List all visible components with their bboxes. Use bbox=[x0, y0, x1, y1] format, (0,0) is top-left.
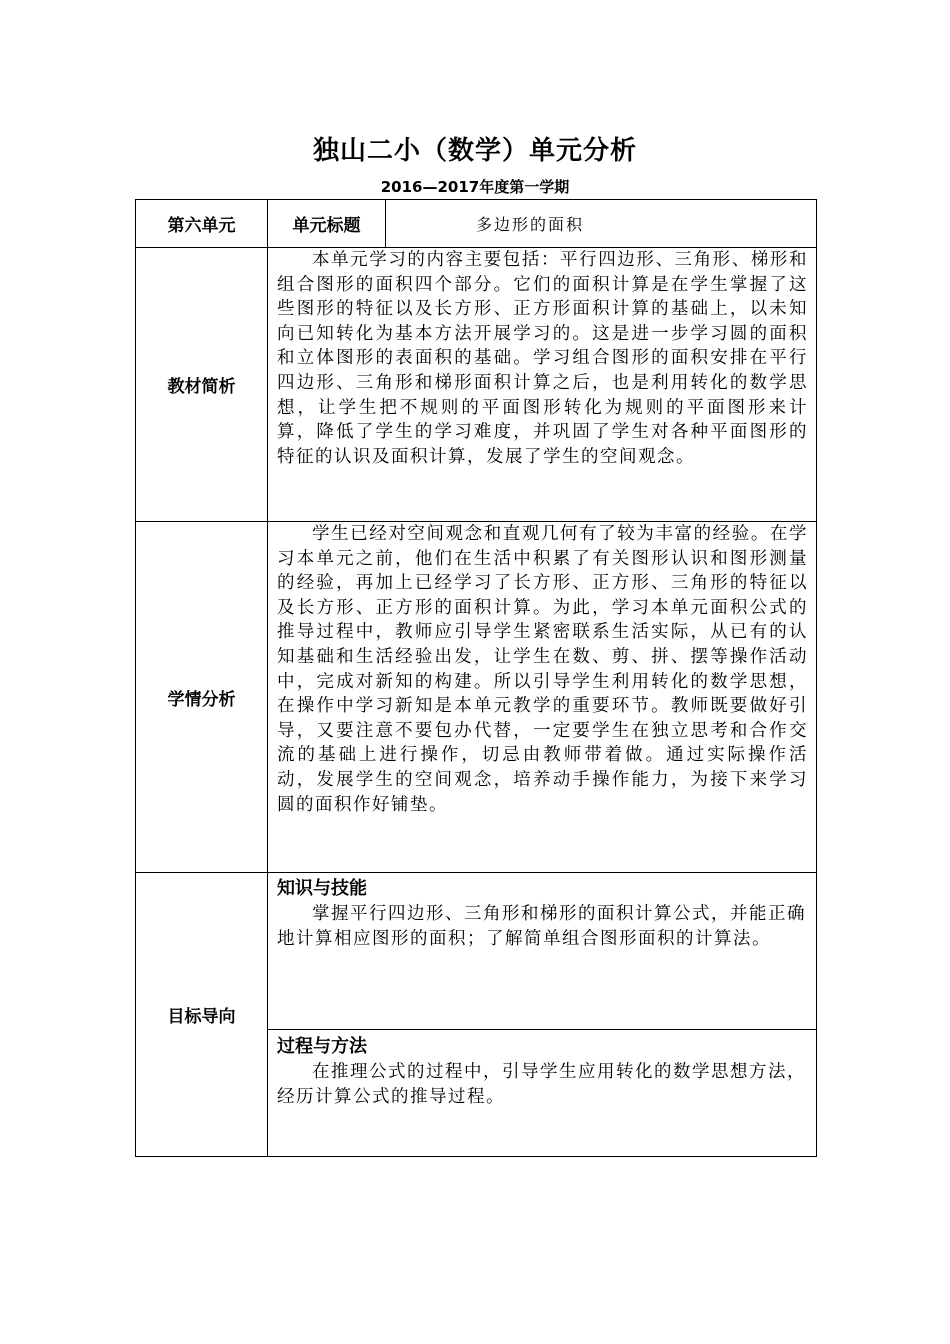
unit-analysis-table bbox=[135, 199, 817, 1157]
table-row-students bbox=[136, 522, 817, 873]
knowledge-skills-block bbox=[268, 873, 816, 1030]
process-methods-block bbox=[268, 1030, 816, 1109]
student-analysis-label: 学情分析 bbox=[136, 522, 268, 873]
unit-title-label-cell: 单元标题 bbox=[268, 200, 386, 248]
knowledge-skills-text: 掌握平行四边形、三角形和梯形的面积计算公式，并能正确地计算相应图形的面积；了解简单组合图形面积的计算法。 bbox=[277, 904, 806, 949]
document-title: 独山二小（数学）单元分析 bbox=[312, 136, 637, 166]
table-row-textbook bbox=[136, 248, 817, 522]
knowledge-skills-heading: 知识与技能 bbox=[277, 878, 367, 899]
unit-title-value-cell: 多边形的面积 bbox=[386, 200, 817, 248]
textbook-analysis-text: 本单元学习的内容主要包括：平行四边形、三角形、梯形和组合图形的面积四个部分。它们的面积计算是在学生掌握了这些图形的特征以及长方形、正方形面积计算的基础上，以未知向已知转化为基本方法开展学习的。这是进一步学习圆的面积和立体图形的表面积的基础。学习组合图形的面积安排在平行四边形、三角形和梯形面积计算之后，也是利用转化的数学思想，让学生把不规则的平面图形转化为规则的平面图形来计算，降低了学生的学习难度，并巩固了学生对各种平面图形的特征的认识及面积计算，发展了学生的空间观念。 bbox=[268, 248, 817, 522]
goals-label: 目标导向 bbox=[136, 873, 268, 1157]
textbook-analysis-label: 教材简析 bbox=[136, 248, 268, 522]
unit-number-cell: 第六单元 bbox=[136, 200, 268, 248]
table-row-unit-title bbox=[136, 200, 817, 248]
document-subtitle: 2016—2017年度第一学期 bbox=[380, 178, 570, 196]
process-methods-heading: 过程与方法 bbox=[277, 1036, 367, 1057]
table-row-goals bbox=[136, 873, 817, 1157]
goals-content bbox=[268, 873, 817, 1157]
process-methods-text: 在推理公式的过程中，引导学生应用转化的数学思想方法，经历计算公式的推导过程。 bbox=[277, 1062, 806, 1107]
student-analysis-text: 学生已经对空间观念和直观几何有了较为丰富的经验。在学习本单元之前，他们在生活中积累了有关图形认识和图形测量的经验，再加上已经学习了长方形、正方形、三角形的特征以及长方形、正方形的面积计算。为此，学习本单元面积公式的推导过程中，教师应引导学生紧密联系生活实际，从已有的认知基础和生活经验出发，让学生在数、剪、拼、摆等操作活动中，完成对新知的构建。所以引导学生利用转化的数学思想，在操作中学习新知是本单元教学的重要环节。教师既要做好引导，又要注意不要包办代替，一定要学生在独立思考和合作交流的基础上进行操作，切忌由教师带着做。通过实际操作活动，发展学生的空间观念，培养动手操作能力，为接下来学习圆的面积作好铺垫。 bbox=[268, 522, 817, 873]
